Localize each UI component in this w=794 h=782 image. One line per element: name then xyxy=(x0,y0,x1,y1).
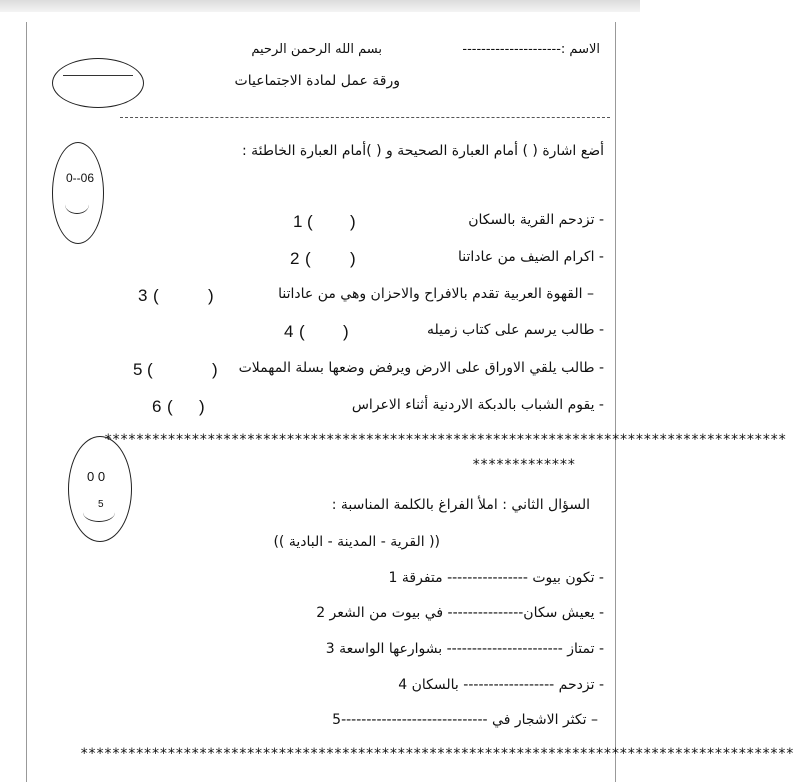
answer-bracket-close: ( xyxy=(147,360,153,379)
answer-bracket-open[interactable]: ) xyxy=(208,286,214,305)
fill-blank-4[interactable]: - تزدحم ------------------ بالسكان 4 xyxy=(398,677,604,693)
smiley-face-1 xyxy=(52,142,104,244)
answer-bracket-open[interactable]: ) xyxy=(350,212,356,231)
grade-oval xyxy=(52,58,144,108)
statement-1: - تزدحم القرية بالسكان xyxy=(468,212,604,228)
section2-question: السؤال الثاني : املأ الفراغ بالكلمة المناسبة : xyxy=(331,497,590,513)
fill-blank-2[interactable]: - يعيش سكان--------------- في بيوت من الشعر 2 xyxy=(316,605,604,621)
statement-2: - اكرام الضيف من عاداتنا xyxy=(458,249,604,265)
answer-bracket-close: ( xyxy=(305,249,311,268)
smiley-face-2 xyxy=(68,436,132,542)
worksheet-title: ورقة عمل لمادة الاجتماعيات xyxy=(234,73,400,89)
statement-3: – القهوة العربية تقدم بالافراح والاحزان وهي من عاداتنا xyxy=(278,286,594,302)
face-eyes: 0--06 xyxy=(66,171,95,185)
basmala: بسم الله الرحمن الرحيم xyxy=(251,42,382,57)
answer-bracket-open[interactable]: ) xyxy=(343,322,349,341)
answer-bracket-close: ( xyxy=(299,322,305,341)
fill-blank-1[interactable]: - تكون بيوت ---------------- متفرقة 1 xyxy=(388,570,604,586)
star-divider-short: ************* xyxy=(472,457,576,473)
statement-4: - طالب يرسم على كتاب زميله xyxy=(426,322,604,338)
face-eyes: 0 0 xyxy=(87,469,106,484)
section1-instruction: أضع اشارة ( ) أمام العبارة الصحيحة و ( )أمام العبارة الخاطئة : xyxy=(241,143,604,159)
item-number: 4 xyxy=(284,322,294,341)
answer-bracket-close: ( xyxy=(307,212,313,231)
item-number: 3 xyxy=(138,286,148,305)
window-top-bar xyxy=(0,0,640,12)
item-number: 6 xyxy=(152,397,162,416)
star-divider: ************************************************************************************** xyxy=(104,432,786,448)
face-mouth xyxy=(65,195,89,214)
header-divider xyxy=(120,117,610,118)
item-number: 5 xyxy=(133,360,143,379)
answer-bracket-close: ( xyxy=(153,286,159,305)
item-number: 1 xyxy=(293,212,303,231)
word-bank: (( القرية - المدينة - البادية )) xyxy=(273,534,440,550)
statement-5: - طالب يلقي الاوراق على الارض ويرفض وضعها بسلة المهملات xyxy=(238,360,604,376)
answer-bracket-open[interactable]: ) xyxy=(350,249,356,268)
fill-blank-5[interactable]: – تكثر الاشجار في -----------------------------5 xyxy=(332,712,598,728)
grade-line xyxy=(63,75,133,76)
face-number: 5 xyxy=(98,499,104,510)
statement-6: - يقوم الشباب بالدبكة الاردنية أثناء الاعراس xyxy=(351,397,604,413)
answer-bracket-close: ( xyxy=(167,397,173,416)
star-divider-bottom: ****************************************************************************************** xyxy=(80,746,794,762)
fill-blank-3[interactable]: - تمتاز ----------------------- بشوارعها الواسعة 3 xyxy=(325,641,604,657)
item-number: 2 xyxy=(290,249,300,268)
answer-bracket-open[interactable]: ) xyxy=(212,360,218,379)
answer-bracket-open[interactable]: ) xyxy=(199,397,205,416)
name-field-label: الاسم :--------------------- xyxy=(462,42,600,57)
face-mouth xyxy=(83,503,115,522)
